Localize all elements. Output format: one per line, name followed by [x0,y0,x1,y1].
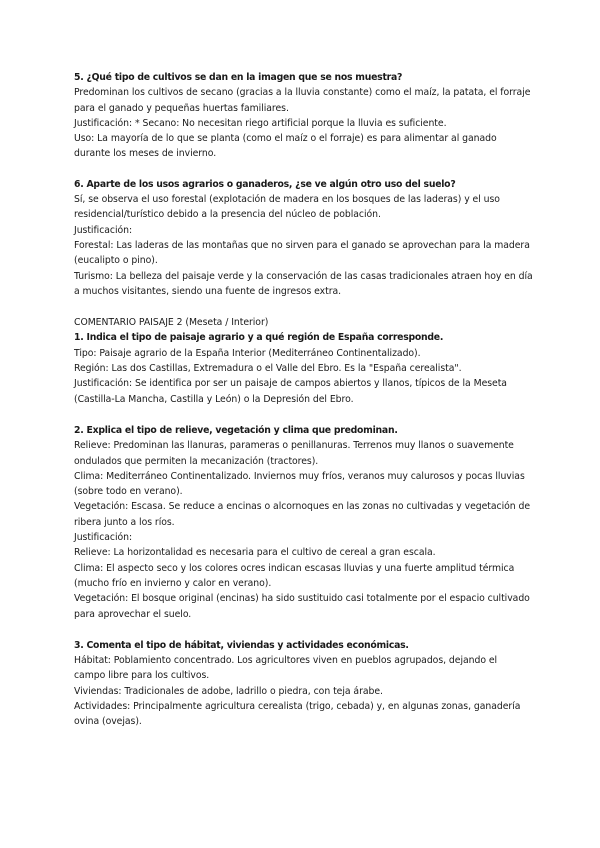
question-2-line: Vegetación: El bosque original (encinas) ha sido sustituido casi totalmente por el espacio cultivado [74,593,530,605]
question-1-line: Justificación: Se identifica por ser un paisaje de campos abiertos y llanos, típicos de la Meseta [74,378,507,390]
question-2-line: (sobre todo en verano). [74,486,183,498]
question-5-line: Justificación: * Secano: No necesitan riego artificial porque la lluvia es suficiente. [74,117,447,129]
question-6-line: a muchos visitantes, siendo una fuente de ingresos extra. [74,285,342,297]
question-2-line: ribera junto a los ríos. [74,516,175,528]
question-2-line: Justificación: [74,532,133,544]
question-2-title: 2. Explica el tipo de relieve, vegetación y clima que predominan. [74,424,398,436]
question-5-line: para el ganado y pequeñas huertas familiares. [74,102,289,114]
question-6-line: Forestal: Las laderas de las montañas que no sirven para el ganado se aprovechan para la madera [74,239,530,251]
question-3-title: 3. Comenta el tipo de hábitat, viviendas y actividades económicas. [74,639,409,651]
question-5-line: Uso: La mayoría de lo que se planta (como el maíz o el forraje) es para alimentar al ganado [74,133,497,145]
question-6-line: Justificación: [74,224,133,236]
question-1-line: (Castilla-La Mancha, Castilla y León) o la Depresión del Ebro. [74,393,354,405]
question-6-line: residencial/turístico debido a la presencia del núcleo de población. [74,209,381,221]
question-2-line: Clima: El aspecto seco y los colores ocres indican escasas lluvias y una fuerte amplitud térmica [74,562,515,574]
question-2-line: Relieve: Predominan las llanuras, parameras o penillanuras. Terrenos muy llanos o suavemente [74,440,514,452]
question-2 [74,423,534,622]
question-6-line: (eucalipto o pino). [74,255,158,267]
question-5-line: durante los meses de invierno. [74,148,217,160]
question-3-line: Viviendas: Tradicionales de adobe, ladrillo o piedra, con teja árabe. [74,685,383,697]
question-2-line: Clima: Mediterráneo Continentalizado. Inviernos muy fríos, veranos muy calurosos y pocas lluvias [74,470,525,482]
question-6-line: Sí, se observa el uso forestal (explotación de madera en los bosques de las laderas) y el uso [74,194,500,206]
question-3 [74,638,534,730]
question-5 [74,70,534,162]
question-2-line: ondulados que permiten la mecanización (tractores). [74,455,319,467]
question-3-line: Hábitat: Poblamiento concentrado. Los agricultores viven en pueblos agrupados, dejando el [74,655,498,667]
document-page [74,70,534,730]
question-6 [74,177,534,299]
section-heading: COMENTARIO PAISAJE 2 (Meseta / Interior) [74,317,269,329]
question-1-title: 1. Indica el tipo de paisaje agrario y a qué región de España corresponde. [74,332,444,344]
question-2-line: (mucho frío en invierno y calor en verano). [74,577,272,589]
question-3-line: Actividades: Principalmente agricultura cerealista (trigo, cebada) y, en algunas zonas, ganadería [74,700,521,712]
question-2-line: Relieve: La horizontalidad es necesaria para el cultivo de cereal a gran escala. [74,547,436,559]
question-1-line: Región: Las dos Castillas, Extremadura o el Valle del Ebro. Es la "España cerealista". [74,363,462,375]
question-6-title: 6. Aparte de los usos agrarios o ganaderos, ¿se ve algún otro uso del suelo? [74,178,456,190]
question-5-title: 5. ¿Qué tipo de cultivos se dan en la imagen que se nos muestra? [74,72,403,83]
question-2-line: para aprovechar el suelo. [74,608,192,620]
question-3-line: campo libre para los cultivos. [74,670,210,682]
question-1-line: Tipo: Paisaje agrario de la España Interior (Mediterráneo Continentalizado). [74,347,421,359]
comentario-paisaje-2 [74,315,534,407]
question-6-line: Turismo: La belleza del paisaje verde y la conservación de las casas tradicionales atraen hoy en día [74,270,533,282]
question-3-line: ovina (ovejas). [74,716,142,728]
question-5-line: Predominan los cultivos de secano (gracias a la lluvia constante) como el maíz, la patata, el forraje [74,87,531,99]
question-2-line: Vegetación: Escasa. Se reduce a encinas o alcornoques en las zonas no cultivadas y vegetación de [74,501,531,513]
